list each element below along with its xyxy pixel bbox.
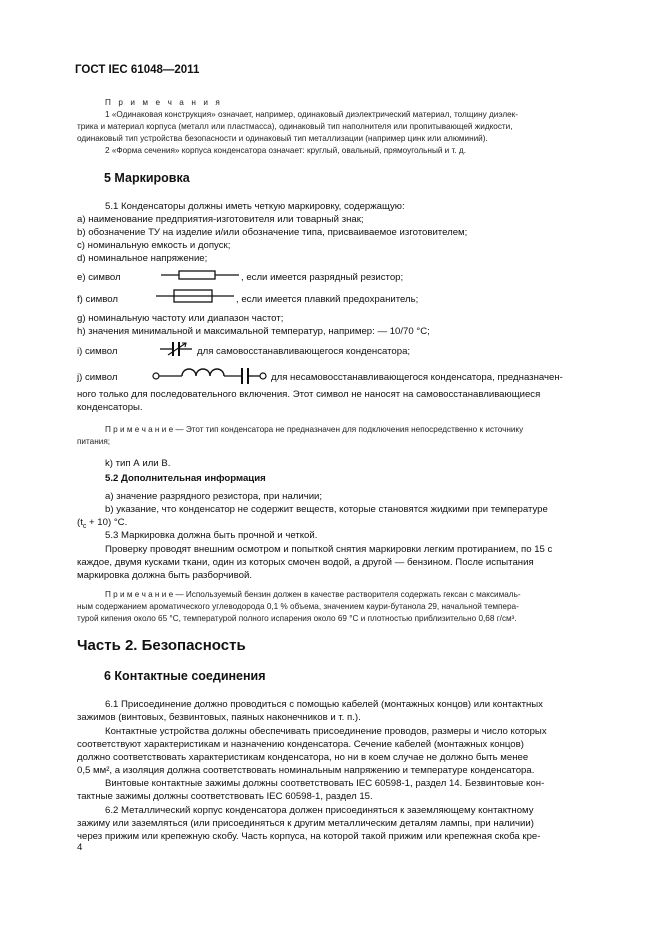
- note-petrol-line-1: П р и м е ч а н и е — Используемый бензин должен в качестве растворителя содержать гексан с максималь-: [105, 590, 521, 599]
- contacts-para-line-4: 0,5 мм², а изоляция должна соответствовать номинальным напряжению и температуре конденсатора.: [77, 765, 535, 776]
- clause-6-2-line-3: через прижим или крепежную скобу. Часть корпуса, на которой такой прижим или крепежная скоба кре-: [77, 831, 541, 842]
- fuse-symbol-icon: [156, 286, 236, 306]
- clause-5-3-test-line-1: Проверку проводят внешним осмотром и попыткой снятия маркировки легким протиранием, по 15 с: [105, 544, 553, 555]
- clause-6-2-line-2: зажиму или заземляться (или присоединяться к другим металлическим деталям лампы, при наличии): [77, 818, 534, 829]
- item-j-line-2: ного только для последовательного включения. Этот символ не наносят на самовосстанавливающиеся: [77, 389, 541, 400]
- resistor-symbol-icon: [161, 266, 241, 284]
- item-a: а) наименование предприятия-изготовителя или товарный знак;: [77, 214, 364, 225]
- note-1-line-2: трика и материал корпуса (металл или пластмасса), одинаковый тип наполнителя или пропитывающей жидкости,: [77, 122, 513, 131]
- item-h: h) значения минимальной и максимальной температур, например: — 10/70 °С;: [77, 326, 430, 337]
- notes-label: П р и м е ч а н и я: [105, 98, 223, 107]
- item-j-prefix: j) символ: [77, 372, 118, 383]
- section-5-heading: 5 Маркировка: [104, 171, 190, 185]
- document-header: ГОСТ IEC 61048—2011: [75, 64, 200, 76]
- clause-5-2-b-line-2: $(t_c + 10)$ °С.: [77, 517, 128, 530]
- note-capacitor-line-1: П р и м е ч а н и е — Этот тип конденсатора не предназначен для подключения непосредственно к источнику: [105, 425, 524, 434]
- note-petrol-line-2: ным содержанием ароматического углеводорода 0,1 % объема, значением каури-бутанола 29, начальной темпера-: [77, 602, 519, 611]
- screw-terminals-line-1: Винтовые контактные зажимы должны соответствовать IEC 60598-1, раздел 14. Безвинтовые кон-: [105, 778, 545, 789]
- item-e-suffix: , если имеется разрядный резистор;: [241, 272, 404, 283]
- clause-5-2-a: а) значение разрядного резистора, при наличии;: [105, 491, 323, 502]
- self-healing-capacitor-symbol-icon: [160, 339, 194, 359]
- screw-terminals-line-2: тактные зажимы должны соответствовать IEC 60598-1, раздел 15.: [77, 791, 373, 802]
- note-1-line-1: 1 «Одинаковая конструкция» означает, например, одинаковый диэлектрический материал, толщину диэлек-: [105, 110, 518, 119]
- item-f-suffix: , если имеется плавкий предохранитель;: [236, 294, 419, 305]
- series-capacitor-symbol-icon: [152, 364, 272, 386]
- clause-5-1: 5.1 Конденсаторы должны иметь четкую маркировку, содержащую:: [105, 201, 405, 212]
- clause-5-3: 5.3 Маркировка должна быть прочной и четкой.: [105, 530, 318, 541]
- item-j-line-3: конденсаторы.: [77, 402, 143, 413]
- item-b: b) обозначение ТУ на изделие и/или обозначение типа, присваиваемое изготовителем;: [77, 227, 468, 238]
- clause-5-3-test-line-3: маркировка должна быть разборчивой.: [77, 570, 253, 581]
- item-j-suffix: для несамовосстанавливающегося конденсатора, предназначен-: [271, 372, 563, 383]
- section-6-heading: 6 Контактные соединения: [104, 669, 266, 683]
- item-d: d) номинальное напряжение;: [77, 253, 208, 264]
- contacts-para-line-2: соответствуют характеристикам и назначению конденсатора. Сечение кабелей (монтажных концов): [77, 739, 524, 750]
- item-f-prefix: f) символ: [77, 294, 118, 305]
- note-capacitor-line-2: питания;: [77, 437, 111, 446]
- clause-6-2-line-1: 6.2 Металлический корпус конденсатора должен присоединяться к заземляющему контактному: [105, 805, 534, 816]
- clause-6-1-line-2: зажимов (винтовых, безвинтовых, паяных наконечников и т. п.).: [77, 712, 361, 723]
- page-number: 4: [77, 842, 83, 853]
- clause-5-2-heading: 5.2 Дополнительная информация: [105, 473, 266, 484]
- clause-5-3-test-line-2: каждое, двумя кусками ткани, один из которых смочен водой, а другой — бензином. После испытания: [77, 557, 534, 568]
- clause-6-1-line-1: 6.1 Присоединение должно проводиться с помощью кабелей (монтажных концов) или контактных: [105, 699, 543, 710]
- item-k: k) тип А или В.: [105, 458, 171, 469]
- item-g: g) номинальную частоту или диапазон частот;: [77, 313, 284, 324]
- part-2-heading: Часть 2. Безопасность: [77, 637, 246, 654]
- contacts-para-line-3: должно соответствовать характеристикам конденсатора, но ни в коем случае не должно быть менее: [77, 752, 529, 763]
- note-petrol-line-3: турой кипения около 65 °С, температурой полного испарения около 69 °С и плотностью приблизительно 0,68 г/см³.: [77, 614, 517, 623]
- item-i-prefix: i) символ: [77, 346, 118, 357]
- note-1-line-3: одинаковый тип устройства безопасности и одинаковый тип металлизации (например цинк или алюминий).: [77, 134, 488, 143]
- contacts-para-line-1: Контактные устройства должны обеспечивать присоединение проводов, размеры и число которых: [105, 726, 547, 737]
- item-i-suffix: для самовосстанавливающегося конденсатора;: [197, 346, 411, 357]
- note-2: 2 «Форма сечения» корпуса конденсатора означает: круглый, овальный, прямоугольный и т. д.: [105, 146, 466, 155]
- item-e-prefix: e) символ: [77, 272, 121, 283]
- clause-5-2-b-line-1: b) указание, что конденсатор не содержит веществ, которые становятся жидкими при температуре: [105, 504, 548, 515]
- item-c: c) номинальную емкость и допуск;: [77, 240, 231, 251]
